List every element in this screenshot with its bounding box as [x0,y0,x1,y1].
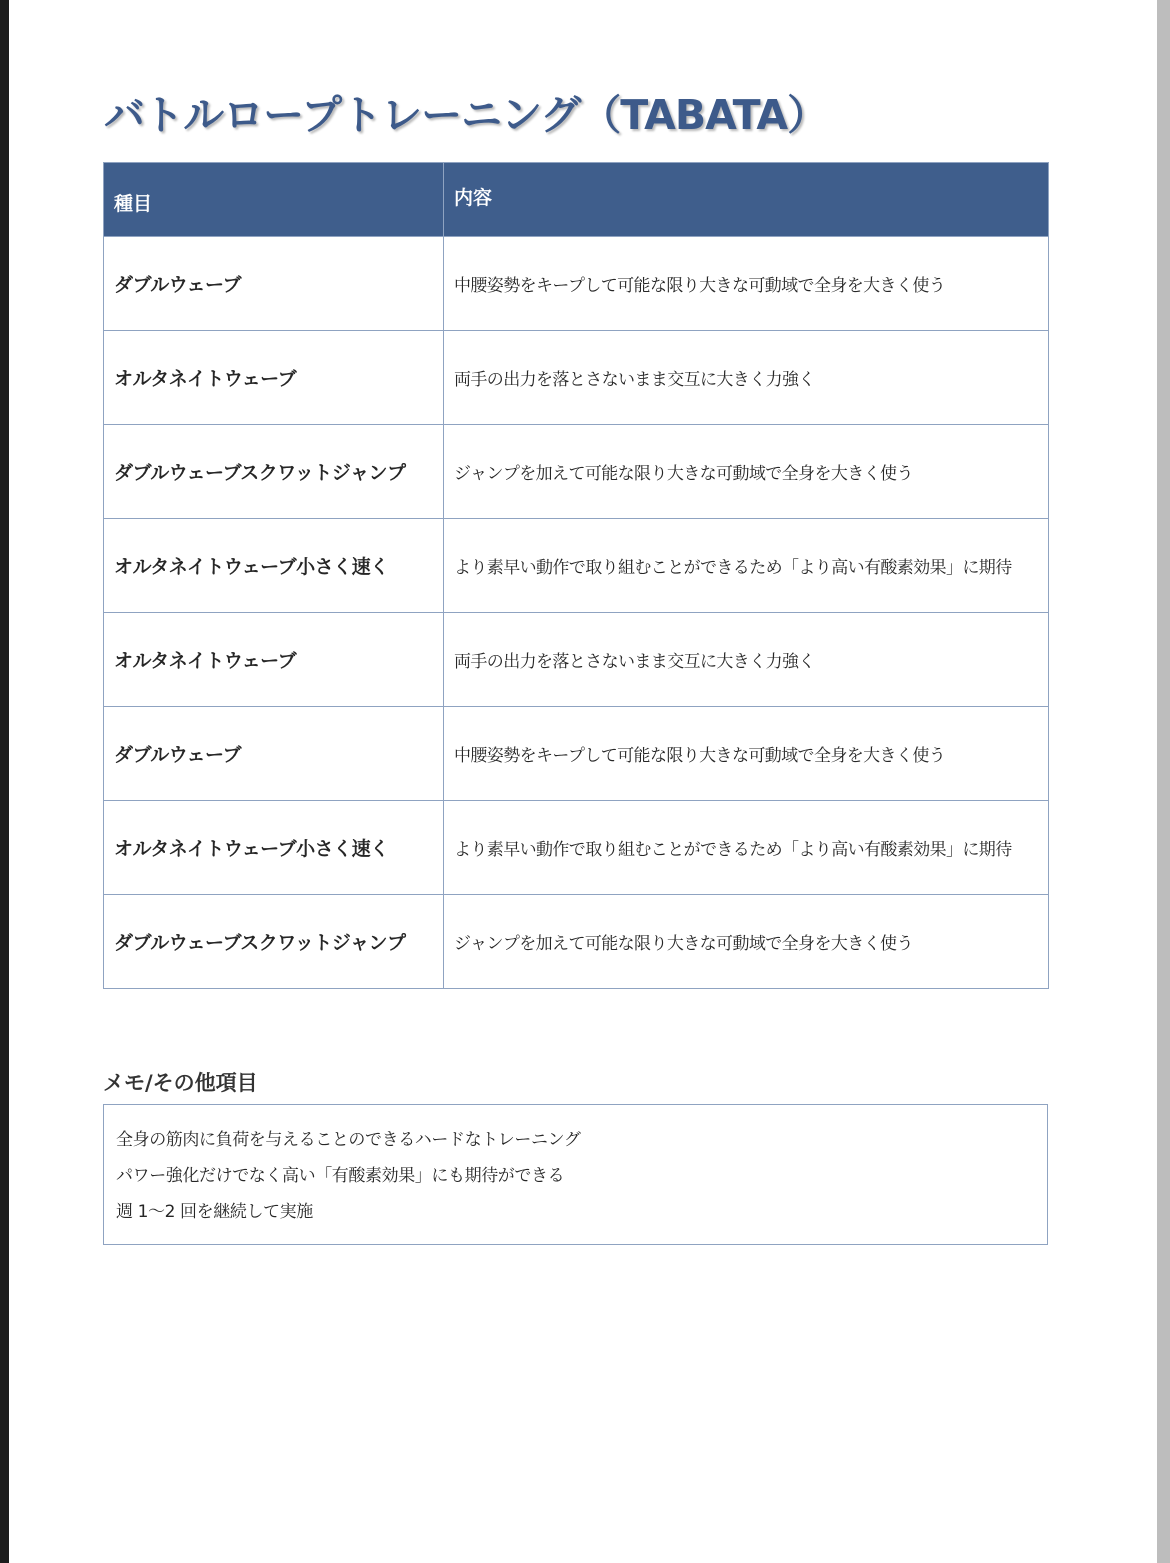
exercise-description-cell: 中腰姿勢をキープして可能な限り大きな可動域で全身を大きく使う [444,707,1049,801]
exercise-table [103,162,1049,989]
exercise-description-cell: ジャンプを加えて可能な限り大きな可動域で全身を大きく使う [444,895,1049,989]
memo-heading: メモ/その他項目 [103,1071,258,1095]
exercise-description-cell: ジャンプを加えて可能な限り大きな可動域で全身を大きく使う [444,425,1049,519]
exercise-name-cell: ダブルウェーブスクワットジャンプ [104,895,444,989]
exercise-name-cell: ダブルウェーブ [104,707,444,801]
page-title: バトルロープトレーニング（TABATA） [104,91,828,139]
exercise-description-cell: 中腰姿勢をキープして可能な限り大きな可動域で全身を大きく使う [444,237,1049,331]
table-row [104,519,1049,613]
scroll-edge [1157,0,1170,1563]
table-row [104,237,1049,331]
exercise-name-cell: オルタネイトウェーブ [104,331,444,425]
column-header-content: 内容 [444,163,1049,237]
memo-box [103,1104,1048,1245]
exercise-name-cell: ダブルウェーブスクワットジャンプ [104,425,444,519]
exercise-name-cell: ダブルウェーブ [104,237,444,331]
table-row [104,613,1049,707]
table-row [104,707,1049,801]
table-header-row [104,163,1049,237]
memo-line: パワー強化だけでなく高い「有酸素効果」にも期待ができる [116,1166,565,1186]
exercise-name-cell: オルタネイトウェーブ小さく速く [104,519,444,613]
exercise-description-cell: 両手の出力を落とさないまま交互に大きく力強く [444,613,1049,707]
exercise-name-cell: オルタネイトウェーブ [104,613,444,707]
exercise-name-cell: オルタネイトウェーブ小さく速く [104,801,444,895]
exercise-description-cell: より素早い動作で取り組むことができるため「より高い有酸素効果」に期待 [444,519,1049,613]
table-row [104,801,1049,895]
table-row [104,331,1049,425]
memo-line: 週 1～2 回を継続して実施 [116,1202,313,1222]
memo-list [104,1105,1047,1236]
table-row [104,425,1049,519]
memo-line: 全身の筋肉に負荷を与えることのできるハードなトレーニング [116,1130,581,1150]
column-header-exercise: 種目 [104,163,444,237]
exercise-description-cell: 両手の出力を落とさないまま交互に大きく力強く [444,331,1049,425]
exercise-description-cell: より素早い動作で取り組むことができるため「より高い有酸素効果」に期待 [444,801,1049,895]
table-row [104,895,1049,989]
